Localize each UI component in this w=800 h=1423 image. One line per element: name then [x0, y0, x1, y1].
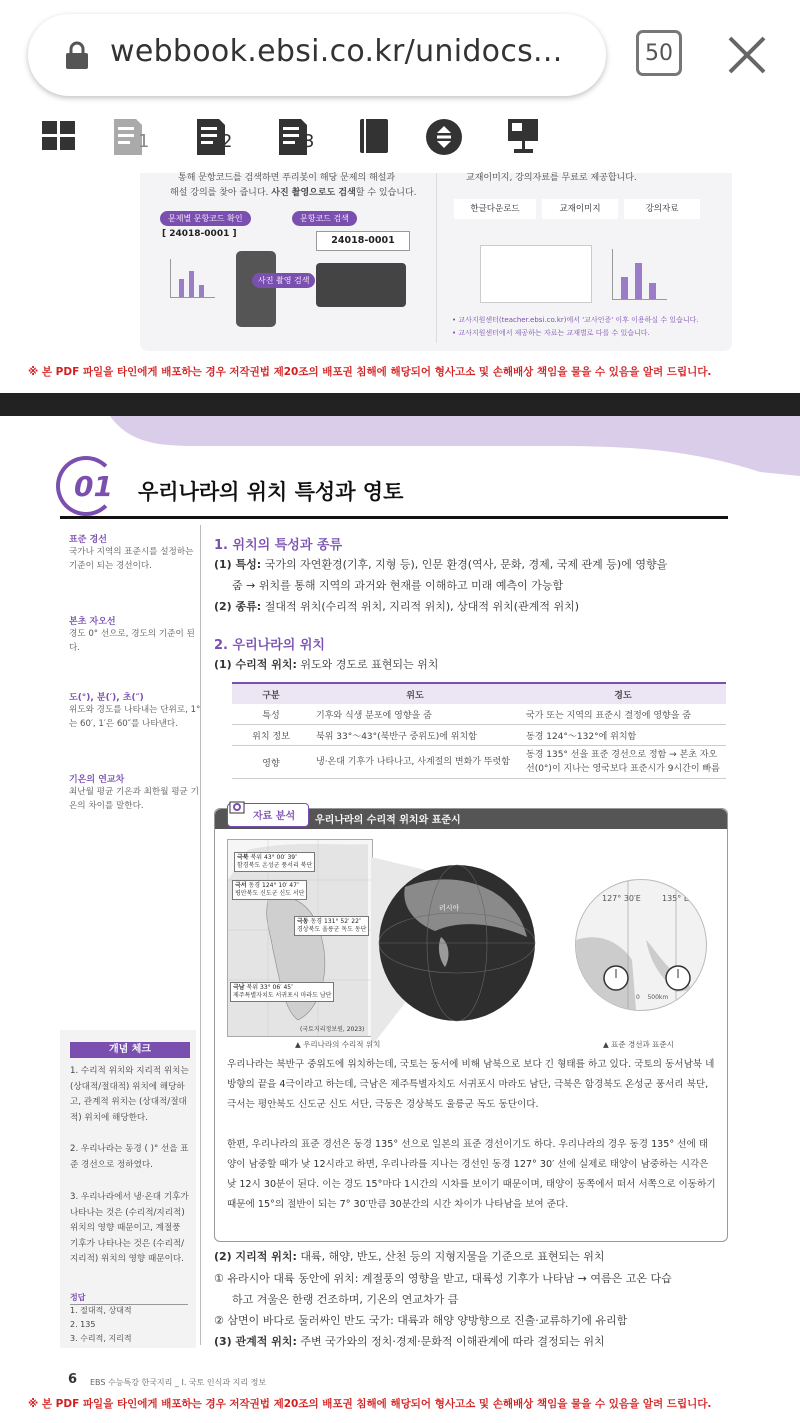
answer-item: 3. 수리적, 지리적 [70, 1334, 132, 1343]
position-table [232, 682, 726, 779]
section-2-title: 2. 우리나라의 위치 [214, 638, 325, 653]
map-source: (국토지리정보원, 2023) [300, 1026, 365, 1033]
tab-switcher-button[interactable]: 50 [636, 30, 682, 76]
copyright-warning-bottom: ※ 본 PDF 파일을 타인에게 배포하는 경우 저작권법 제20조의 배포권 침해에 해당되어 형사고소 및 손해배상 책임을 물을 수 있음을 알려 드립니다. [28, 1398, 712, 1410]
standard-time-map [575, 879, 707, 1011]
page-separator [0, 393, 800, 416]
footer-text: EBS 수능특강 한국지리 _ I. 국토 인식과 지리 정보 [90, 1378, 267, 1387]
url-text[interactable]: webbook.ebsi.co.kr/unidocs... [110, 34, 563, 69]
data-box-tag-text: 자료 분석 [253, 811, 296, 822]
table-header-row [232, 683, 726, 704]
presentation-icon[interactable] [504, 117, 544, 157]
chapter-title: 우리나라의 위치 특성과 영토 [138, 480, 404, 504]
code-search-field: 24018-0001 [316, 231, 410, 251]
section-2-line-3: (3) 관계적 위치: 주변 국가와의 정치·경제·문화적 이해관계에 따라 결정되는 위치 [214, 1335, 605, 1348]
table-header: 위도 [310, 683, 520, 704]
map-label-west: 극서 동경 124° 10′ 47″ 평안북도 신도군 신도 서단 [232, 880, 307, 900]
teacher-note-2: • 교사지원센터에서 제공하는 자료는 교재별로 다를 수 있습니다. [452, 329, 650, 337]
table-row: 영향 냉·온대 기후가 나타나고, 사계절의 변화가 뚜렷함 동경 135° 선을 표준 경선으로 정함 → 본초 자오선(0°)이 지나는 영국보다 표준시가 9시간이 빠름 [232, 746, 726, 779]
data-analysis-box [214, 808, 728, 1242]
photo-search-tag: 사진 촬영 검색 [252, 273, 315, 288]
sidebar-note: 본초 자오선 경도 0° 선으로, 경도의 기준이 된다. [69, 617, 195, 653]
magnifier-icon [229, 799, 247, 817]
answer-list [70, 1304, 132, 1346]
map-scale: 0 500km [636, 994, 669, 1001]
hangul-download-button[interactable]: 한글다운로드 [454, 199, 536, 219]
concept-item: 2. 우리나라는 동경 ( )° 선을 표준 경선으로 정하였다. [70, 1144, 189, 1170]
section-1-title: 1. 위치의 특성과 종류 [214, 538, 343, 553]
promo-text-2: 해설 강의를 찾아 줍니다. 사진 촬영으로도 검색할 수 있습니다. [170, 188, 417, 198]
column-divider [200, 525, 201, 1345]
browser-chrome [0, 0, 800, 115]
chapter-rule [60, 516, 728, 519]
table-header: 구분 [232, 683, 310, 704]
phone-illustration [236, 251, 276, 327]
viewer-toolbar [0, 115, 800, 173]
teacher-note-1: • 교사지원센터(teacher.ebsi.co.kr)에서 '교사인증' 이후 이용하실 수 있습니다. [452, 316, 699, 324]
concept-item: 1. 수리적 위치와 지리적 위치는 (상대적/절대적) 위치에 해당하고, 관계적 위치는 (상대적/절대적) 위치에 해당한다. [70, 1066, 189, 1123]
sidebar-note: 기온의 연교차 최난월 평균 기온과 최한월 평균 기온의 차이를 말한다. [69, 775, 199, 811]
map-label-south: 극남 북위 33° 06′ 45″ 제주특별자치도 서귀포시 마라도 남단 [230, 982, 334, 1002]
section-1-line-1: (1) 특성: 국가의 자연환경(기후, 지형 등), 인문 환경(역사, 문화, 경제, 국제 관계 등)에 영향을 [214, 558, 668, 571]
map-label-east: 극동 동경 131° 52′ 22″ 경상북도 울릉군 독도 동단 [294, 916, 369, 936]
panel-divider [436, 173, 437, 343]
header-wave [0, 416, 800, 476]
concept-check-title: 개념 체크 [70, 1042, 190, 1058]
clock-label-1: 127° 30′E [602, 894, 641, 903]
toolbar-label-1: 1 [138, 131, 150, 152]
promo-text-1: 통해 문항코드를 검색하면 푸리봇이 해당 문제의 해설과 [178, 173, 396, 183]
list-2-icon[interactable] [195, 117, 235, 157]
globe-illustration [345, 847, 545, 1043]
table-row: 위치 정보 북위 33°～43°(북반구 중위도)에 위치함 동경 124°～132°에 위치함 [232, 725, 726, 746]
table-header: 경도 [520, 683, 726, 704]
data-box-paragraph-2: 한편, 우리나라의 표준 경선은 동경 135° 선으로 일본의 표준 경선이기도 하다. 우리나라의 경우 동경 135° 선에 태양이 남중할 때가 낮 12시라고 하면, 우리나라를 지나는 경선인 동경 127° 30′ 선에 실제로 태양이 남중하는 시각은 낮 12시 30분이 된다. 이는 경도 15°마다 1시간의 시차를 보이기 때문이며, 태양이 동쪽에서 떠서 서쪽으로 이동하기 때문에 15°의 절반이 되는 7° 30′만큼 30분간의 시간 차이가 나타남을 보여 준다. [227, 1139, 716, 1210]
section-2-line-2: (2) 지리적 위치: 대륙, 해양, 반도, 산천 등의 지형지물을 기준으로 표현되는 위치 [214, 1250, 605, 1263]
promo-panel [140, 173, 732, 351]
concept-check-panel [60, 1030, 196, 1348]
caption-time: ▲ 표준 경선과 표준시 [603, 1040, 674, 1049]
list-3-icon[interactable] [277, 117, 317, 157]
book-image-button[interactable]: 교재이미지 [542, 199, 618, 219]
thumbnail-grid-icon[interactable] [40, 117, 80, 157]
close-icon[interactable] [722, 30, 772, 80]
page-number: 6 [68, 1372, 78, 1387]
sidebar-note: 표준 경선 국가나 지역의 표준시를 설정하는 기준이 되는 경선이다. [69, 535, 194, 571]
code-search-tag: 문항코드 검색 [292, 211, 357, 226]
download-illustration [480, 245, 592, 303]
page-navigator-icon[interactable] [424, 117, 464, 157]
mini-chart-1 [170, 259, 215, 298]
book-icon[interactable] [356, 117, 396, 157]
section-2-item-2: ② 삼면이 바다로 둘러싸인 반도 국가: 대륙과 해양 양방향으로 진출·교류하기에 유리함 [214, 1314, 628, 1327]
toolbar-label-3: 3 [303, 131, 315, 152]
code-confirm-tag: 문제별 문항코드 확인 [160, 211, 251, 226]
mini-chart-2 [612, 249, 667, 300]
lock-icon [64, 40, 90, 70]
map-label-north: 극북 북위 43° 00′ 39″ 함경북도 온성군 풍서리 북단 [234, 852, 315, 872]
promo-right-text: 교재이미지, 강의자료를 무료로 제공합니다. [466, 173, 637, 183]
data-box-paragraph-1: 우리나라는 북반구 중위도에 위치하는데, 국토는 동서에 비해 남북으로 보다 긴 형태를 하고 있다. 국토의 동서남북 네 방향의 끝을 4극이라고 하는데, 극남은 제주특별자치도 서귀포시 마라도 남단, 극북은 함경북도 온성군 풍서리 북단, 극서는 평안북도 신도군 신도 서단, 극동은 경상북도 울릉군 독도 동단이다. [227, 1059, 715, 1110]
toolbar-label-2: 2 [221, 131, 233, 152]
section-1-line-1-cont: 줌 → 위치를 통해 지역의 과거와 현재를 이해하고 미래 예측이 가능함 [232, 579, 564, 592]
section-2-line-1: (1) 수리적 위치: 위도와 경도로 표현되는 위치 [214, 658, 439, 671]
sidebar-note: 도(°), 분(′), 초(″) 위도와 경도를 나타내는 단위로, 1°는 60′, 1′은 60″를 나타낸다. [69, 693, 201, 729]
bookmark-list-1-icon[interactable] [112, 117, 152, 157]
lecture-material-button[interactable]: 강의자료 [624, 199, 700, 219]
answer-item: 1. 절대적, 상대적 [70, 1306, 132, 1315]
table-row: 특성 기후와 식생 분포에 영향을 줌 국가 또는 지역의 표준시 결정에 영향을 줌 [232, 704, 726, 725]
code-value: [ 24018-0001 ] [162, 229, 237, 239]
globe-label-russia: 러시아 [439, 904, 460, 912]
answer-head: 정답 [70, 1293, 86, 1302]
caption-map: ▲ 우리나라의 수리적 위치 [295, 1040, 381, 1049]
section-1-line-2: (2) 종류: 절대적 위치(수리적 위치, 지리적 위치), 상대적 위치(관계적 위치) [214, 600, 579, 613]
chapter-number: 01 [74, 470, 113, 503]
clock-label-2: 135° E [662, 894, 689, 903]
section-2-item-1: ① 유라시아 대륙 동안에 위치: 계절풍의 영향을 받고, 대륙성 기후가 나타남 → 여름은 고온 다습 [214, 1272, 672, 1285]
answer-item: 2. 135 [70, 1320, 96, 1329]
section-2-item-1-cont: 하고 겨울은 한랭 건조하며, 기온의 연교차가 큼 [232, 1293, 459, 1306]
copyright-warning-top: ※ 본 PDF 파일을 타인에게 배포하는 경우 저작권법 제20조의 배포권 침해에 해당되어 형사고소 및 손해배상 책임을 물을 수 있음을 알려 드립니다. [28, 366, 712, 378]
concept-item: 3. 우리나라에서 냉·온대 기후가 나타나는 것은 (수리적/지리적) 위치의 영향 때문이고, 계절풍 기후가 나타나는 것은 (수리적/지리적) 위치의 영향 때문이다. [70, 1192, 189, 1265]
tablet-illustration [316, 263, 406, 307]
data-box-title: 우리나라의 수리적 위치와 표준시 [315, 815, 461, 826]
